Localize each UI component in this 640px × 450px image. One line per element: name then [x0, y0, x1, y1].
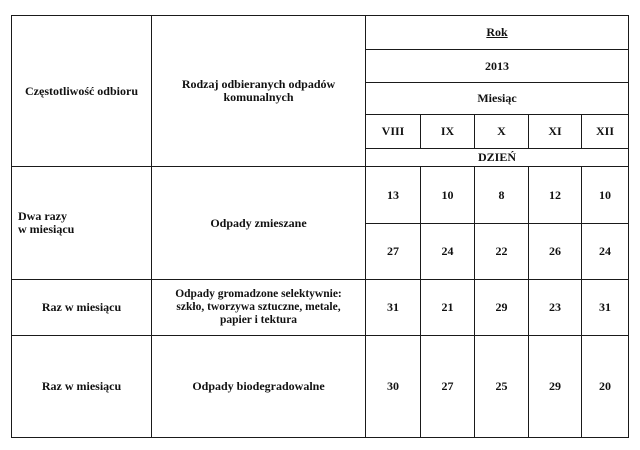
waste-type-header: Rodzaj odbieranych odpadów komunalnych — [152, 16, 366, 167]
day-cell: 24 — [421, 224, 475, 280]
day-cell: 24 — [582, 224, 629, 280]
month-cell: XI — [529, 115, 582, 149]
day-cell: 20 — [582, 336, 629, 438]
year-label-cell: Rok — [366, 16, 629, 50]
month-cell: VIII — [366, 115, 421, 149]
day-cell: 31 — [366, 280, 421, 336]
day-cell: 27 — [421, 336, 475, 438]
day-cell: 10 — [421, 167, 475, 224]
year-value-cell: 2013 — [366, 50, 629, 83]
waste-type-cell: Odpady zmieszane — [152, 167, 366, 280]
day-cell: 10 — [582, 167, 629, 224]
schedule-row — [12, 167, 629, 224]
frequency-header: Częstotliwość odbioru — [12, 16, 152, 167]
day-cell: 8 — [475, 167, 529, 224]
month-label-cell: Miesiąc — [366, 83, 629, 115]
day-cell: 30 — [366, 336, 421, 438]
day-cell: 13 — [366, 167, 421, 224]
header-row-year-label — [12, 16, 629, 50]
frequency-cell: Dwa razy w miesiącu — [12, 167, 152, 280]
day-cell: 29 — [475, 280, 529, 336]
waste-type-cell: Odpady gromadzone selektywnie: szkło, tworzywa sztuczne, metale, papier i tektura — [152, 280, 366, 336]
day-cell: 26 — [529, 224, 582, 280]
waste-type-cell: Odpady biodegradowalne — [152, 336, 366, 438]
day-cell: 23 — [529, 280, 582, 336]
collection-schedule-table — [11, 15, 629, 438]
frequency-cell: Raz w miesiącu — [12, 336, 152, 438]
month-cell: XII — [582, 115, 629, 149]
day-cell: 22 — [475, 224, 529, 280]
day-cell: 25 — [475, 336, 529, 438]
day-cell: 29 — [529, 336, 582, 438]
day-cell: 31 — [582, 280, 629, 336]
day-cell: 27 — [366, 224, 421, 280]
day-cell: 12 — [529, 167, 582, 224]
month-cell: X — [475, 115, 529, 149]
day-label-cell: DZIEŃ — [366, 149, 629, 167]
day-cell: 21 — [421, 280, 475, 336]
schedule-row — [12, 280, 629, 336]
frequency-cell: Raz w miesiącu — [12, 280, 152, 336]
schedule-row — [12, 336, 629, 438]
month-cell: IX — [421, 115, 475, 149]
